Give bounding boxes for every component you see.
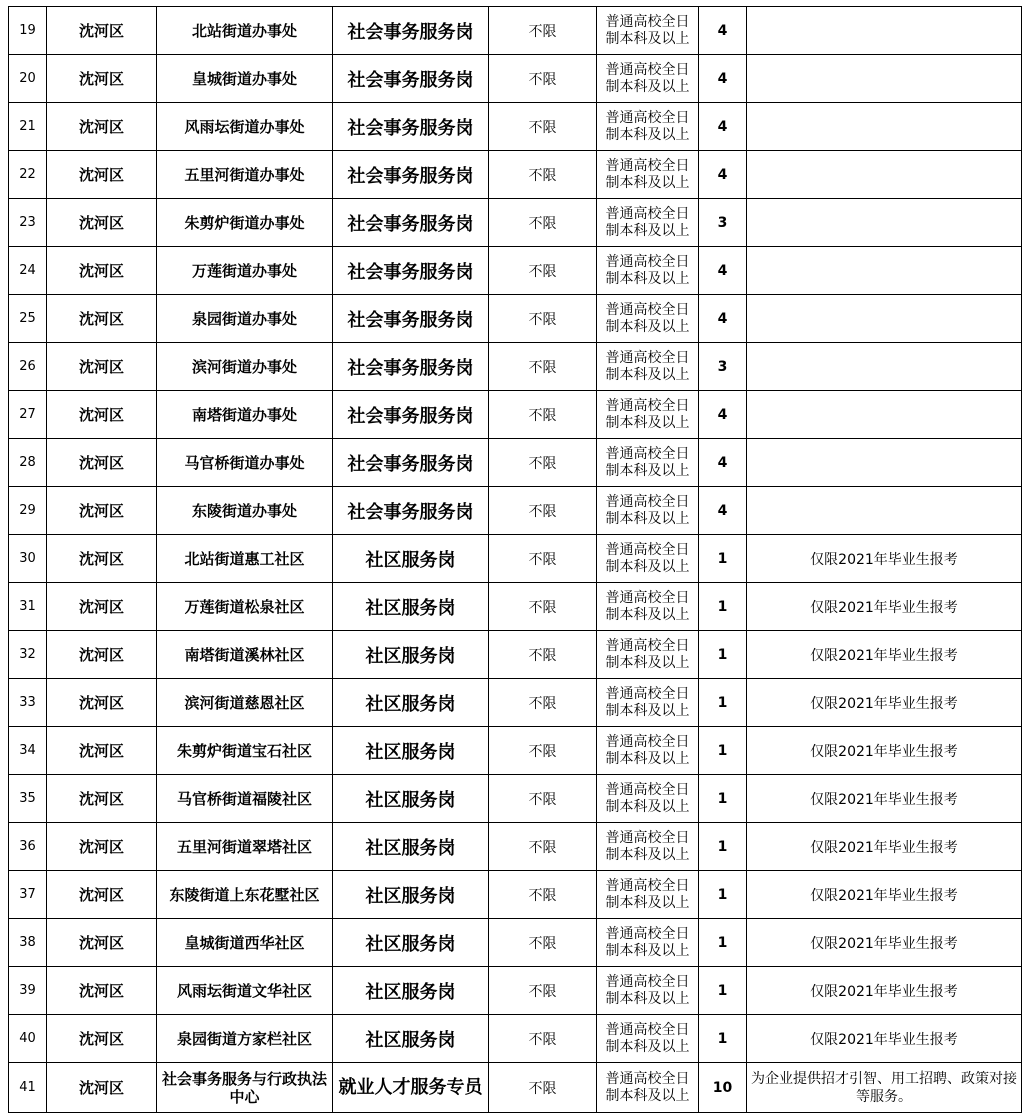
education-line: 普通高校全日 (605, 1070, 690, 1087)
major-cell: 不限 (489, 583, 597, 631)
row-number: 24 (9, 247, 47, 295)
education-line: 普通高校全日 (605, 61, 690, 78)
count-cell: 4 (699, 151, 747, 199)
district-cell: 沈河区 (47, 439, 157, 487)
district-cell: 沈河区 (47, 583, 157, 631)
remark-cell (747, 343, 1022, 391)
district-cell: 沈河区 (47, 679, 157, 727)
major-cell: 不限 (489, 919, 597, 967)
post-cell: 社会事务服务岗 (333, 391, 489, 439)
row-number: 22 (9, 151, 47, 199)
education-line: 制本科及以上 (605, 894, 690, 911)
row-number: 35 (9, 775, 47, 823)
major-cell: 不限 (489, 343, 597, 391)
unit-cell: 五里河街道翠塔社区 (157, 823, 333, 871)
count-cell: 1 (699, 727, 747, 775)
post-cell: 社会事务服务岗 (333, 487, 489, 535)
post-cell: 社区服务岗 (333, 919, 489, 967)
district-cell: 沈河区 (47, 487, 157, 535)
education-cell (597, 247, 699, 295)
major-cell: 不限 (489, 967, 597, 1015)
education-cell (597, 967, 699, 1015)
unit-cell: 南塔街道溪林社区 (157, 631, 333, 679)
post-cell: 就业人才服务专员 (333, 1063, 489, 1113)
count-cell: 4 (699, 439, 747, 487)
remark-cell (747, 295, 1022, 343)
table-row (9, 631, 1022, 679)
remark-cell (747, 151, 1022, 199)
post-cell: 社会事务服务岗 (333, 151, 489, 199)
major-cell: 不限 (489, 1015, 597, 1063)
education-line: 普通高校全日 (605, 541, 690, 558)
row-number: 40 (9, 1015, 47, 1063)
education-line: 普通高校全日 (605, 781, 690, 798)
education-line: 制本科及以上 (605, 270, 690, 287)
education-cell (597, 583, 699, 631)
count-cell: 1 (699, 535, 747, 583)
education-line: 普通高校全日 (605, 157, 690, 174)
education-line: 制本科及以上 (605, 558, 690, 575)
post-cell: 社区服务岗 (333, 871, 489, 919)
post-cell: 社区服务岗 (333, 727, 489, 775)
unit-cell: 泉园街道办事处 (157, 295, 333, 343)
remark-cell: 仅限2021年毕业生报考 (747, 775, 1022, 823)
education-cell (597, 103, 699, 151)
row-number: 39 (9, 967, 47, 1015)
unit-cell: 东陵街道上东花墅社区 (157, 871, 333, 919)
row-number: 37 (9, 871, 47, 919)
education-line: 普通高校全日 (605, 829, 690, 846)
post-cell: 社区服务岗 (333, 775, 489, 823)
count-cell: 4 (699, 247, 747, 295)
count-cell: 4 (699, 7, 747, 55)
table-row (9, 823, 1022, 871)
education-line: 制本科及以上 (605, 414, 690, 431)
table-body (9, 7, 1022, 1113)
education-line: 普通高校全日 (605, 301, 690, 318)
education-cell (597, 439, 699, 487)
major-cell: 不限 (489, 631, 597, 679)
count-cell: 1 (699, 871, 747, 919)
count-cell: 1 (699, 631, 747, 679)
row-number: 33 (9, 679, 47, 727)
remark-cell (747, 103, 1022, 151)
post-cell: 社会事务服务岗 (333, 199, 489, 247)
remark-cell (747, 439, 1022, 487)
remark-cell (747, 7, 1022, 55)
district-cell: 沈河区 (47, 7, 157, 55)
major-cell: 不限 (489, 199, 597, 247)
education-line: 制本科及以上 (605, 174, 690, 191)
major-cell: 不限 (489, 775, 597, 823)
row-number: 23 (9, 199, 47, 247)
unit-cell: 风雨坛街道文华社区 (157, 967, 333, 1015)
education-line: 制本科及以上 (605, 606, 690, 623)
education-line: 制本科及以上 (605, 702, 690, 719)
education-cell (597, 487, 699, 535)
education-cell (597, 919, 699, 967)
district-cell: 沈河区 (47, 871, 157, 919)
remark-cell: 仅限2021年毕业生报考 (747, 535, 1022, 583)
unit-cell: 皇城街道办事处 (157, 55, 333, 103)
education-line: 普通高校全日 (605, 1021, 690, 1038)
education-cell (597, 199, 699, 247)
count-cell: 1 (699, 967, 747, 1015)
row-number: 31 (9, 583, 47, 631)
row-number: 41 (9, 1063, 47, 1113)
unit-cell: 万莲街道松泉社区 (157, 583, 333, 631)
row-number: 32 (9, 631, 47, 679)
table-row (9, 439, 1022, 487)
education-cell (597, 7, 699, 55)
remark-cell (747, 55, 1022, 103)
education-cell (597, 535, 699, 583)
education-cell (597, 679, 699, 727)
table-row (9, 919, 1022, 967)
count-cell: 4 (699, 487, 747, 535)
remark-cell: 为企业提供招才引智、用工招聘、政策对接等服务。 (747, 1063, 1022, 1113)
education-cell (597, 631, 699, 679)
district-cell: 沈河区 (47, 199, 157, 247)
district-cell: 沈河区 (47, 823, 157, 871)
table-row (9, 679, 1022, 727)
positions-table (8, 6, 1022, 1113)
remark-cell: 仅限2021年毕业生报考 (747, 679, 1022, 727)
education-line: 普通高校全日 (605, 253, 690, 270)
unit-cell: 五里河街道办事处 (157, 151, 333, 199)
row-number: 28 (9, 439, 47, 487)
education-line: 制本科及以上 (605, 1087, 690, 1104)
education-line: 制本科及以上 (605, 1038, 690, 1055)
major-cell: 不限 (489, 487, 597, 535)
row-number: 36 (9, 823, 47, 871)
major-cell: 不限 (489, 151, 597, 199)
education-line: 普通高校全日 (605, 205, 690, 222)
major-cell: 不限 (489, 7, 597, 55)
table-row (9, 343, 1022, 391)
post-cell: 社区服务岗 (333, 535, 489, 583)
education-line: 普通高校全日 (605, 877, 690, 894)
post-cell: 社区服务岗 (333, 631, 489, 679)
table-row (9, 55, 1022, 103)
education-cell (597, 391, 699, 439)
count-cell: 1 (699, 1015, 747, 1063)
remark-cell (747, 487, 1022, 535)
education-line: 制本科及以上 (605, 942, 690, 959)
education-line: 普通高校全日 (605, 925, 690, 942)
count-cell: 1 (699, 775, 747, 823)
unit-cell: 社会事务服务与行政执法中心 (157, 1063, 333, 1113)
education-line: 制本科及以上 (605, 798, 690, 815)
remark-cell: 仅限2021年毕业生报考 (747, 823, 1022, 871)
unit-cell: 滨河街道办事处 (157, 343, 333, 391)
education-line: 制本科及以上 (605, 318, 690, 335)
table-row (9, 535, 1022, 583)
district-cell: 沈河区 (47, 1063, 157, 1113)
count-cell: 1 (699, 919, 747, 967)
post-cell: 社区服务岗 (333, 967, 489, 1015)
count-cell: 4 (699, 295, 747, 343)
district-cell: 沈河区 (47, 247, 157, 295)
post-cell: 社会事务服务岗 (333, 295, 489, 343)
district-cell: 沈河区 (47, 631, 157, 679)
district-cell: 沈河区 (47, 919, 157, 967)
table-row (9, 487, 1022, 535)
district-cell: 沈河区 (47, 727, 157, 775)
education-line: 制本科及以上 (605, 750, 690, 767)
remark-cell (747, 391, 1022, 439)
education-line: 普通高校全日 (605, 349, 690, 366)
remark-cell: 仅限2021年毕业生报考 (747, 583, 1022, 631)
district-cell: 沈河区 (47, 103, 157, 151)
district-cell: 沈河区 (47, 967, 157, 1015)
unit-cell: 朱剪炉街道办事处 (157, 199, 333, 247)
education-cell (597, 151, 699, 199)
table-row (9, 247, 1022, 295)
education-line: 制本科及以上 (605, 126, 690, 143)
unit-cell: 皇城街道西华社区 (157, 919, 333, 967)
row-number: 20 (9, 55, 47, 103)
unit-cell: 北站街道办事处 (157, 7, 333, 55)
count-cell: 1 (699, 583, 747, 631)
table-row (9, 583, 1022, 631)
education-line: 制本科及以上 (605, 990, 690, 1007)
table-row (9, 871, 1022, 919)
major-cell: 不限 (489, 679, 597, 727)
count-cell: 3 (699, 199, 747, 247)
count-cell: 4 (699, 55, 747, 103)
major-cell: 不限 (489, 727, 597, 775)
district-cell: 沈河区 (47, 1015, 157, 1063)
table-row (9, 151, 1022, 199)
major-cell: 不限 (489, 871, 597, 919)
education-line: 普通高校全日 (605, 973, 690, 990)
education-line: 普通高校全日 (605, 13, 690, 30)
education-line: 普通高校全日 (605, 445, 690, 462)
unit-cell: 北站街道惠工社区 (157, 535, 333, 583)
table-row (9, 1063, 1022, 1113)
education-line: 制本科及以上 (605, 462, 690, 479)
row-number: 26 (9, 343, 47, 391)
remark-cell: 仅限2021年毕业生报考 (747, 871, 1022, 919)
remark-cell: 仅限2021年毕业生报考 (747, 1015, 1022, 1063)
education-cell (597, 871, 699, 919)
major-cell: 不限 (489, 295, 597, 343)
unit-cell: 泉园街道方家栏社区 (157, 1015, 333, 1063)
district-cell: 沈河区 (47, 295, 157, 343)
post-cell: 社会事务服务岗 (333, 7, 489, 55)
unit-cell: 东陵街道办事处 (157, 487, 333, 535)
district-cell: 沈河区 (47, 151, 157, 199)
education-line: 制本科及以上 (605, 366, 690, 383)
table-row (9, 967, 1022, 1015)
major-cell: 不限 (489, 823, 597, 871)
table-row (9, 7, 1022, 55)
major-cell: 不限 (489, 247, 597, 295)
education-cell (597, 295, 699, 343)
district-cell: 沈河区 (47, 55, 157, 103)
unit-cell: 风雨坛街道办事处 (157, 103, 333, 151)
remark-cell (747, 247, 1022, 295)
table-row (9, 1015, 1022, 1063)
education-line: 普通高校全日 (605, 493, 690, 510)
district-cell: 沈河区 (47, 775, 157, 823)
row-number: 29 (9, 487, 47, 535)
post-cell: 社区服务岗 (333, 583, 489, 631)
table-row (9, 103, 1022, 151)
education-cell (597, 823, 699, 871)
post-cell: 社区服务岗 (333, 679, 489, 727)
unit-cell: 万莲街道办事处 (157, 247, 333, 295)
education-cell (597, 727, 699, 775)
education-line: 普通高校全日 (605, 397, 690, 414)
row-number: 21 (9, 103, 47, 151)
major-cell: 不限 (489, 103, 597, 151)
education-line: 制本科及以上 (605, 30, 690, 47)
remark-cell: 仅限2021年毕业生报考 (747, 631, 1022, 679)
count-cell: 1 (699, 823, 747, 871)
education-line: 普通高校全日 (605, 685, 690, 702)
count-cell: 4 (699, 103, 747, 151)
remark-cell (747, 199, 1022, 247)
major-cell: 不限 (489, 535, 597, 583)
major-cell: 不限 (489, 439, 597, 487)
post-cell: 社会事务服务岗 (333, 103, 489, 151)
row-number: 30 (9, 535, 47, 583)
post-cell: 社会事务服务岗 (333, 55, 489, 103)
education-line: 制本科及以上 (605, 846, 690, 863)
district-cell: 沈河区 (47, 343, 157, 391)
major-cell: 不限 (489, 391, 597, 439)
major-cell: 不限 (489, 55, 597, 103)
post-cell: 社会事务服务岗 (333, 439, 489, 487)
education-line: 制本科及以上 (605, 78, 690, 95)
remark-cell: 仅限2021年毕业生报考 (747, 727, 1022, 775)
education-line: 普通高校全日 (605, 733, 690, 750)
row-number: 19 (9, 7, 47, 55)
unit-cell: 朱剪炉街道宝石社区 (157, 727, 333, 775)
remark-cell: 仅限2021年毕业生报考 (747, 919, 1022, 967)
table-row (9, 295, 1022, 343)
education-line: 制本科及以上 (605, 510, 690, 527)
post-cell: 社区服务岗 (333, 823, 489, 871)
post-cell: 社区服务岗 (333, 1015, 489, 1063)
unit-cell: 马官桥街道福陵社区 (157, 775, 333, 823)
row-number: 27 (9, 391, 47, 439)
education-line: 普通高校全日 (605, 637, 690, 654)
district-cell: 沈河区 (47, 535, 157, 583)
major-cell: 不限 (489, 1063, 597, 1113)
count-cell: 10 (699, 1063, 747, 1113)
table-row (9, 727, 1022, 775)
education-line: 制本科及以上 (605, 654, 690, 671)
education-line: 普通高校全日 (605, 109, 690, 126)
row-number: 38 (9, 919, 47, 967)
count-cell: 1 (699, 679, 747, 727)
district-cell: 沈河区 (47, 391, 157, 439)
row-number: 34 (9, 727, 47, 775)
post-cell: 社会事务服务岗 (333, 247, 489, 295)
education-cell (597, 343, 699, 391)
table-row (9, 775, 1022, 823)
post-cell: 社会事务服务岗 (333, 343, 489, 391)
count-cell: 3 (699, 343, 747, 391)
count-cell: 4 (699, 391, 747, 439)
education-cell (597, 55, 699, 103)
education-cell (597, 775, 699, 823)
education-line: 制本科及以上 (605, 222, 690, 239)
row-number: 25 (9, 295, 47, 343)
table-row (9, 391, 1022, 439)
table-row (9, 199, 1022, 247)
unit-cell: 滨河街道慈恩社区 (157, 679, 333, 727)
unit-cell: 南塔街道办事处 (157, 391, 333, 439)
education-cell (597, 1015, 699, 1063)
education-cell (597, 1063, 699, 1113)
unit-cell: 马官桥街道办事处 (157, 439, 333, 487)
remark-cell: 仅限2021年毕业生报考 (747, 967, 1022, 1015)
education-line: 普通高校全日 (605, 589, 690, 606)
